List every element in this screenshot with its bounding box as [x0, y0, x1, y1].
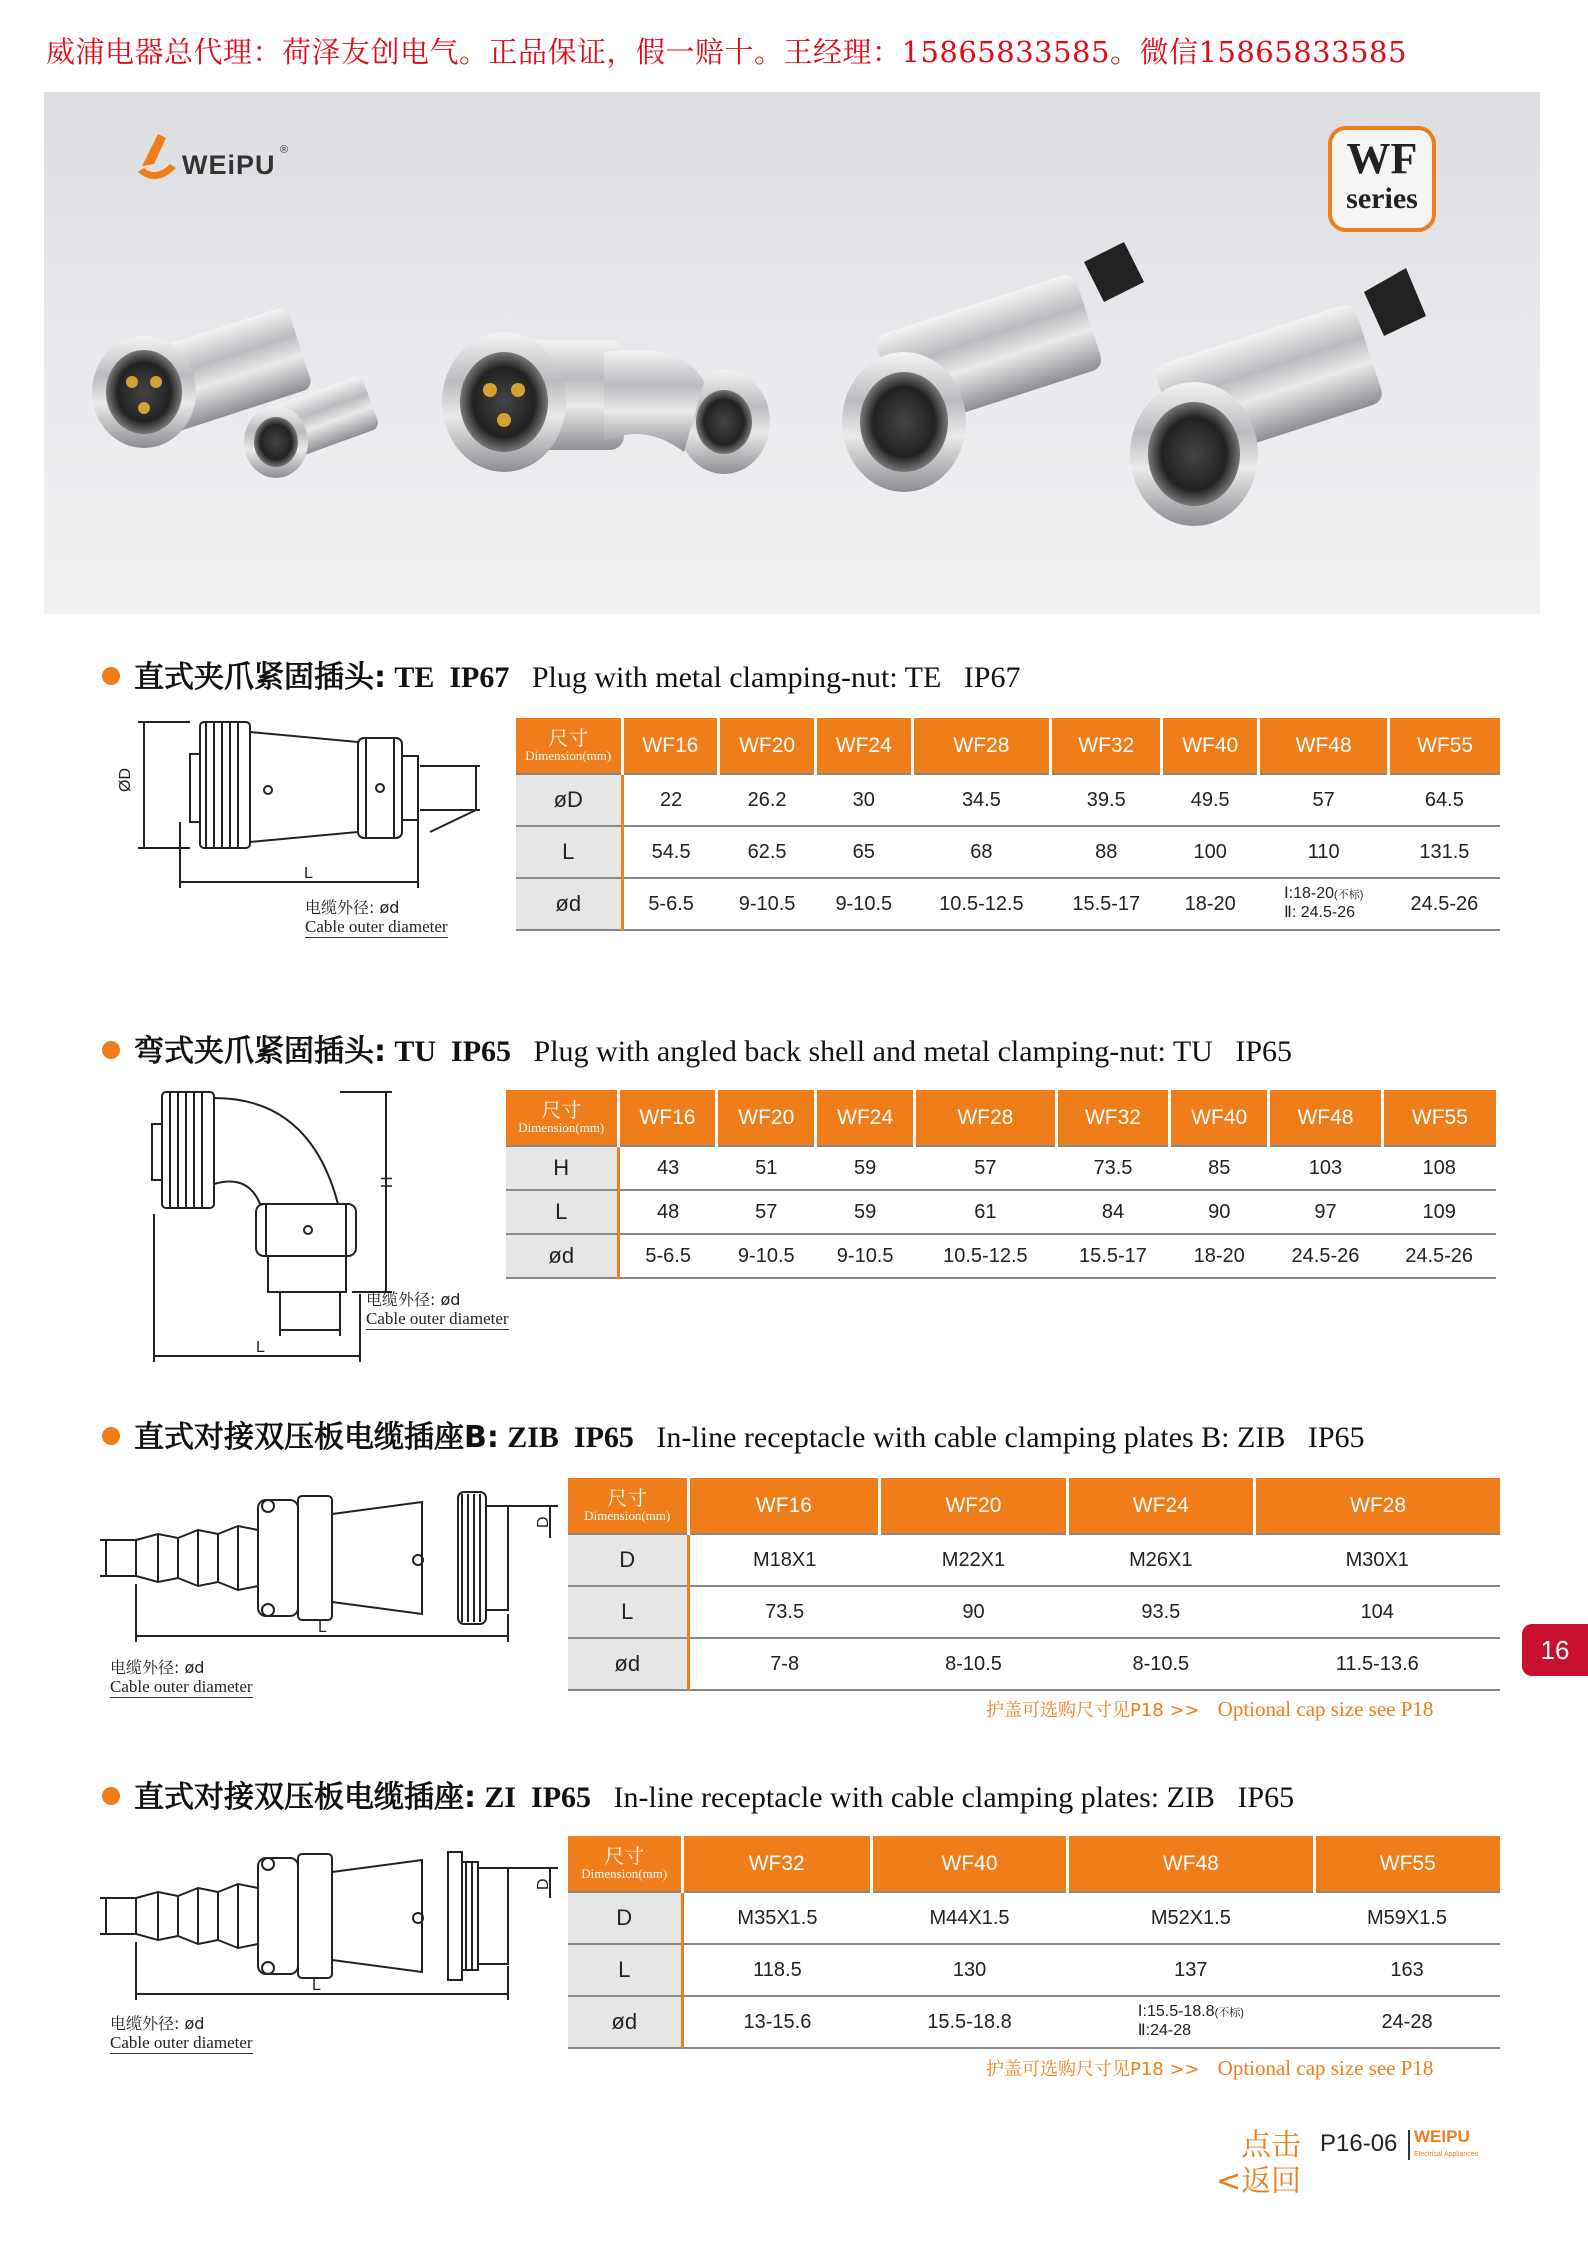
table-row: ød 5-6.5 9-10.5 9-10.5 10.5-12.5 15.5-17 18-20 24.5-26 24.5-26 [506, 1234, 1496, 1278]
top-banner-text: 威浦电器总代理：荷泽友创电气。正品保证，假一赔十。王经理：15865833585。微信15865833585 [46, 35, 1407, 69]
col-header: WF16 [688, 1478, 880, 1534]
col-header: WF48 [1269, 1090, 1383, 1146]
table-row: L 73.5 90 93.5 104 [568, 1586, 1500, 1638]
footer-brand: WEIPU Electrical Appliances [1414, 2127, 1479, 2158]
back-link-line2[interactable]: <返回 [1216, 2164, 1302, 2199]
bullet-dot [102, 1041, 120, 1059]
zi-drawing-l-label: L [312, 1977, 321, 1994]
table-row: L 54.5 62.5 65 68 88 100 110 131.5 [516, 826, 1500, 878]
col-header: WF16 [622, 718, 719, 774]
te-drawing-d-label: ØD [117, 768, 134, 792]
hero-product-photo [44, 92, 1540, 614]
col-header: WF55 [1314, 1836, 1500, 1892]
col-header: WF48 [1068, 1836, 1314, 1892]
zib-drawing [96, 1484, 562, 1664]
section-tu-title: 弯式夹爪紧固插头: TU IP65 Plug with angled back shell and metal clamping-nut: TU IP65 [102, 1026, 1292, 1070]
col-header: WF55 [1382, 1090, 1496, 1146]
table-row: ød 13-15.6 15.5-18.8 Ⅰ:15.5-18.8(不标) Ⅱ:24-28 24-28 [568, 1996, 1500, 2048]
col-header: WF24 [815, 718, 912, 774]
connector-photos [44, 92, 1540, 614]
tu-cable-label: 电缆外径: ød Cable outer diameter [366, 1290, 509, 1328]
table-row: L 48 57 59 61 84 90 97 109 [506, 1190, 1496, 1234]
connector-inline-receptacle-1 [842, 242, 1144, 492]
series-badge-line2: series [1346, 182, 1418, 215]
zi-drawing-d-label: D [535, 1878, 552, 1890]
col-header: WF40 [871, 1836, 1067, 1892]
table-row: øD 22 26.2 30 34.5 39.5 49.5 57 64.5 [516, 774, 1500, 826]
zi-dimension-table [568, 1836, 1500, 2049]
section-zib-title: 直式对接双压板电缆插座B: ZIB IP65 In-line receptacle with cable clamping plates B: ZIB IP65 [102, 1412, 1365, 1456]
col-header: WF20 [717, 1090, 816, 1146]
table-row: ød 7-8 8-10.5 8-10.5 11.5-13.6 [568, 1638, 1500, 1690]
dimension-header: 尺寸 Dimension(mm) [568, 1478, 688, 1534]
te-dimension-table [516, 718, 1500, 931]
logo-wordmark: WEiPU [182, 150, 276, 180]
series-badge-line1: WF [1346, 134, 1418, 183]
zib-cable-label: 电缆外径: ød Cable outer diameter [110, 1658, 253, 1696]
col-header: WF20 [719, 718, 816, 774]
back-link[interactable] [1216, 2128, 1301, 2200]
zi-cap-note: 护盖可选购尺寸见P18 >> Optional cap size see P18 [986, 2056, 1434, 2080]
col-header: WF24 [1067, 1478, 1254, 1534]
col-header: WF16 [618, 1090, 717, 1146]
zib-drawing-d-label: D [535, 1516, 552, 1528]
zi-drawing [96, 1842, 562, 2022]
tu-drawing-l-label: L [256, 1339, 265, 1356]
col-header: WF32 [1051, 718, 1162, 774]
section-zi-title: 直式对接双压板电缆插座: ZI IP65 In-line receptacle with cable clamping plates: ZIB IP65 [102, 1772, 1294, 1816]
special-cell: Ⅰ:15.5-18.8(不标) Ⅱ:24-28 [1068, 1996, 1314, 2048]
tu-drawing [140, 1084, 420, 1374]
connector-inline-receptacle-2 [1130, 268, 1426, 526]
logo-registered-mark: ® [280, 144, 289, 156]
dimension-header: 尺寸 Dimension(mm) [506, 1090, 618, 1146]
section-te-title: 直式夹爪紧固插头: TE IP67 Plug with metal clamping-nut: TE IP67 [102, 652, 1020, 696]
te-drawing-l-label: L [304, 865, 313, 882]
col-header: WF24 [816, 1090, 915, 1146]
col-header: WF28 [1255, 1478, 1500, 1534]
page-number: P16-06 [1320, 2130, 1398, 2157]
col-header: WF32 [1056, 1090, 1170, 1146]
tu-drawing-h-label: H [379, 1176, 396, 1188]
zi-cable-label: 电缆外径: ød Cable outer diameter [110, 2014, 253, 2052]
zib-dimension-table [568, 1478, 1500, 1691]
table-row: H 43 51 59 57 73.5 85 103 108 [506, 1146, 1496, 1190]
zib-drawing-l-label: L [318, 1619, 327, 1636]
back-link-line1[interactable]: 点击 [1241, 2128, 1302, 2163]
te-cable-label: 电缆外径: ød Cable outer diameter [305, 898, 448, 936]
table-row: ød 5-6.5 9-10.5 9-10.5 10.5-12.5 15.5-17 18-20 Ⅰ:18-20(不标) Ⅱ: 24.5-26 24.5-26 [516, 878, 1500, 930]
col-header: WF28 [915, 1090, 1057, 1146]
bullet-dot [102, 1427, 120, 1445]
col-header: WF32 [682, 1836, 871, 1892]
table-row: D M18X1 M22X1 M26X1 M30X1 [568, 1534, 1500, 1586]
col-header: WF40 [1162, 718, 1259, 774]
tu-dimension-table [506, 1090, 1496, 1279]
table-row: D M35X1.5 M44X1.5 M52X1.5 M59X1.5 [568, 1892, 1500, 1944]
special-cell: Ⅰ:18-20(不标) Ⅱ: 24.5-26 [1259, 878, 1389, 930]
col-header: WF28 [912, 718, 1051, 774]
footer-divider [1408, 2130, 1410, 2160]
col-header: WF55 [1389, 718, 1500, 774]
bullet-dot [102, 1787, 120, 1805]
dimension-header: 尺寸 Dimension(mm) [516, 718, 622, 774]
connector-angled-plug [442, 332, 770, 474]
col-header: WF40 [1170, 1090, 1269, 1146]
col-header: WF48 [1259, 718, 1389, 774]
table-row: L 118.5 130 137 163 [568, 1944, 1500, 1996]
dimension-header: 尺寸 Dimension(mm) [568, 1836, 682, 1892]
col-header: WF20 [880, 1478, 1067, 1534]
zib-cap-note: 护盖可选购尺寸见P18 >> Optional cap size see P18 [986, 1697, 1434, 1721]
chapter-tab[interactable]: 16 [1522, 1624, 1588, 1676]
bullet-dot [102, 667, 120, 685]
